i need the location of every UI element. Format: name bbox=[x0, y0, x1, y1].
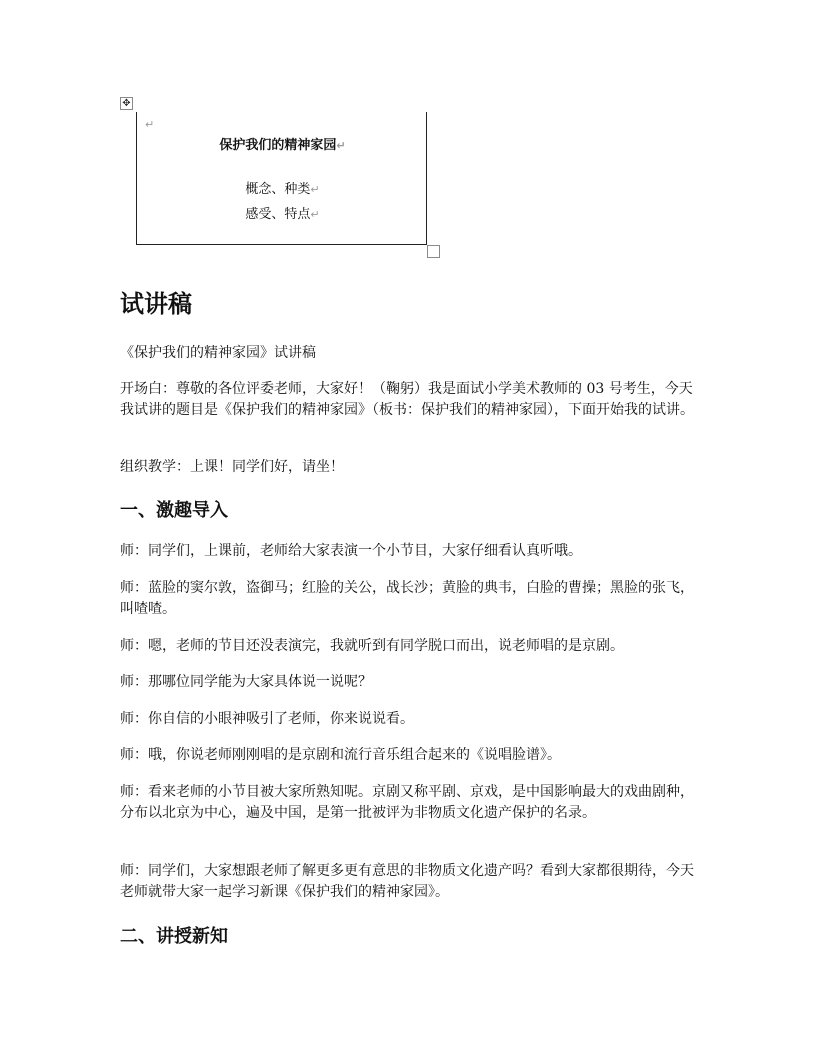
paragraph: 师：你自信的小眼神吸引了老师，你来说说看。 bbox=[120, 711, 414, 727]
subtitle-text: 《保护我们的精神家园》试讲稿 bbox=[120, 345, 316, 361]
paragraph: 师：哦，你说老师刚刚唱的是京剧和流行音乐组合起来的《说唱脸谱》。 bbox=[120, 747, 561, 763]
paragraph: 师：同学们，上课前，老师给大家表演一个小节目，大家仔细看认真听哦。 bbox=[120, 543, 582, 559]
section-heading-intro: 一、激趣导入 bbox=[120, 500, 228, 521]
paragraph: 师：嗯，老师的节目还没表演完，我就听到有同学脱口而出，说老师唱的是京剧。 bbox=[120, 638, 624, 654]
table-resize-handle[interactable] bbox=[427, 245, 440, 258]
section-heading-teaching: 二、讲授新知 bbox=[120, 926, 228, 947]
page-title: 试讲稿 bbox=[120, 290, 192, 318]
board-item-feeling: 感受、特点↵ bbox=[245, 207, 320, 222]
paragraph: 师：那哪位同学能为大家具体说一说呢？ bbox=[120, 674, 372, 690]
blackboard-box bbox=[136, 112, 427, 245]
paragraph: 师：同学们，大家想跟老师了解更多更有意思的非物质文化遗产吗？看到大家都很期待，今天老师就带大家一起学习新课《保护我们的精神家园》。 bbox=[120, 863, 694, 900]
paragraph: 师：看来老师的小节目被大家所熟知呢。京剧又称平剧、京戏，是中国影响最大的戏曲剧种，分布以北京为中心，遍及中国，是第一批被评为非物质文化遗产保护的名录。 bbox=[120, 784, 694, 821]
organize-paragraph: 组织教学：上课！同学们好，请坐！ bbox=[120, 459, 344, 475]
paragraph-mark-icon: ↵ bbox=[145, 118, 155, 131]
paragraph: 师：蓝脸的窦尔敦，盗御马；红脸的关公，战长沙；黄脸的典韦，白脸的曹操；黑脸的张飞，叫喳喳。 bbox=[120, 580, 694, 617]
opening-paragraph: 开场白：尊敬的各位评委老师，大家好！（鞠躬）我是面试小学美术教师的 03 号考生，今天我试讲的题目是《保护我们的精神家园》（板书：保护我们的精神家园），下面开始我的试讲。 bbox=[120, 381, 694, 418]
board-title: 保护我们的精神家园↵ bbox=[219, 138, 346, 153]
board-item-concept: 概念、种类↵ bbox=[245, 182, 320, 197]
table-move-handle-icon[interactable]: ✥ bbox=[120, 97, 133, 110]
